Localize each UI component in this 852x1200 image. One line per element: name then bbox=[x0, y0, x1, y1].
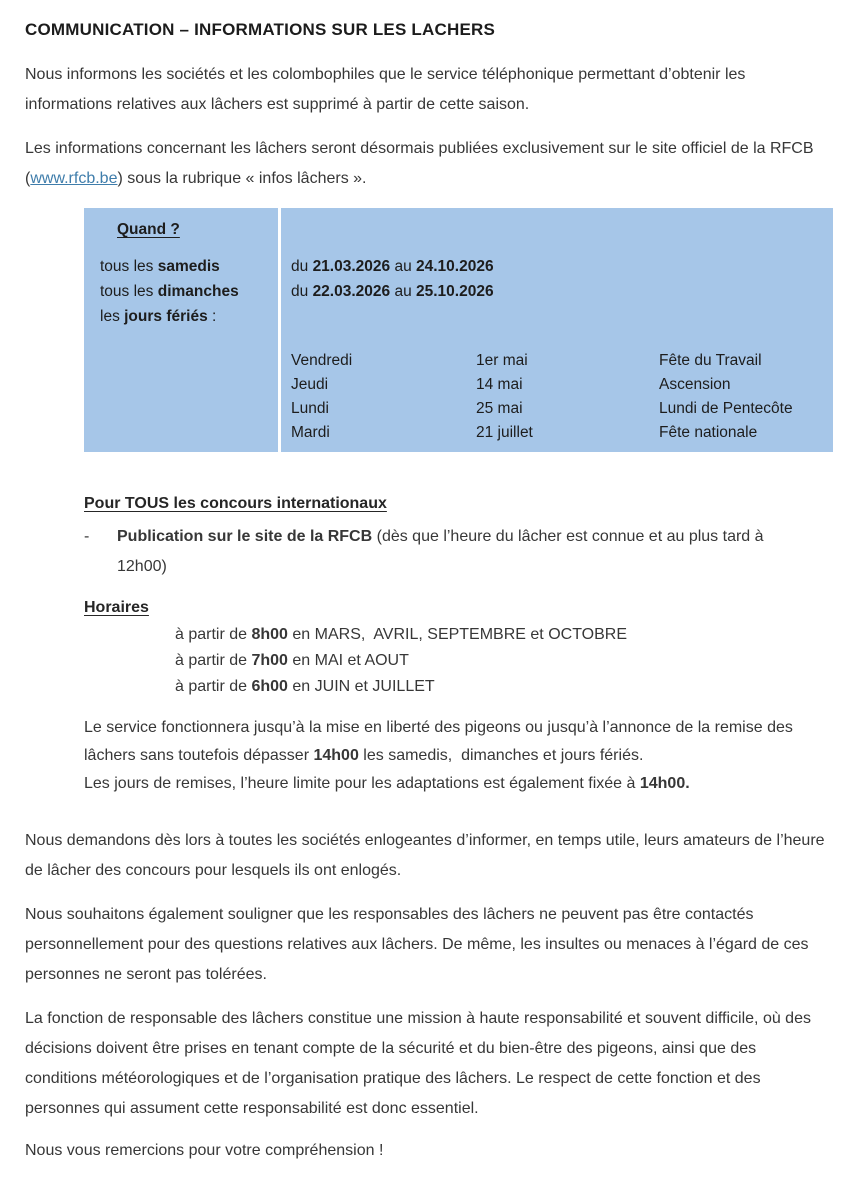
holiday-day: Vendredi bbox=[291, 352, 353, 369]
bold-text: 21.03.2026 bbox=[312, 258, 391, 275]
holiday-date: 14 mai bbox=[476, 376, 523, 393]
holiday-day: Lundi bbox=[291, 400, 329, 417]
thanks-line: Nous vous remercions pour votre compréhension ! bbox=[25, 1142, 384, 1159]
bold-text: dimanches bbox=[157, 283, 239, 300]
closing-paragraph-1: Nous demandons dès lors à toutes les sociétés enlogeantes d’informer, en temps utile, leurs amateurs de l’heure de lâcher des concours pour lesquels ils ont enlogés. bbox=[25, 832, 830, 879]
horaires-line-2: à partir de 7h00 en MAI et AOUT bbox=[175, 652, 409, 669]
holiday-name: Lundi de Pentecôte bbox=[659, 400, 793, 417]
date-range-sundays: du 22.03.2026 au 25.10.2026 bbox=[291, 283, 494, 300]
holiday-day: Mardi bbox=[291, 424, 330, 441]
schedule-table bbox=[84, 208, 833, 452]
horaires-line-1: à partir de 8h00 en MARS, AVRIL, SEPTEMBRE et OCTOBRE bbox=[175, 626, 628, 643]
bullet-dash: - bbox=[84, 528, 90, 545]
date-range-saturdays: du 21.03.2026 au 24.10.2026 bbox=[291, 258, 494, 275]
intro-paragraph-1: Nous informons les sociétés et les colombophiles que le service téléphonique permettant d’obtenir les informations relatives aux lâchers est supprimé à partir de cette saison. bbox=[25, 66, 750, 113]
horaires-heading: Horaires bbox=[84, 599, 149, 616]
holiday-day: Jeudi bbox=[291, 376, 329, 393]
holiday-name: Ascension bbox=[659, 376, 731, 393]
bold-text: 24.10.2026 bbox=[416, 258, 494, 275]
holiday-list bbox=[291, 349, 833, 445]
rfcb-website-link[interactable]: www.rfcb.be bbox=[30, 170, 118, 187]
service-note bbox=[84, 714, 796, 798]
holiday-date: 21 juillet bbox=[476, 424, 533, 441]
horaires-line-3: à partir de 6h00 en JUIN et JUILLET bbox=[175, 678, 435, 695]
spacer bbox=[291, 217, 833, 254]
when-row-saturdays: tous les samedis bbox=[100, 258, 220, 275]
international-heading: Pour TOUS les concours internationaux bbox=[84, 495, 387, 512]
bold-text: 6h00 bbox=[251, 678, 288, 695]
page-title: COMMUNICATION – INFORMATIONS SUR LES LACHERS bbox=[25, 20, 495, 39]
bold-text: 25.10.2026 bbox=[416, 283, 494, 300]
intro-paragraph-2: Les informations concernant les lâchers seront désormais publiées exclusivement sur le site officiel de la RFCB (www.rfcb.be) sous la rubrique « infos lâchers ». bbox=[25, 140, 818, 187]
spacer bbox=[291, 304, 833, 349]
bold-text: 22.03.2026 bbox=[312, 283, 391, 300]
service-note-line-2: Les jours de remises, l’heure limite pour les adaptations est également fixée à 14h00. bbox=[84, 775, 690, 792]
bold-text: 14h00 bbox=[313, 747, 359, 764]
when-row-sundays: tous les dimanches bbox=[100, 283, 239, 300]
when-row-holidays: les jours fériés : bbox=[100, 308, 217, 325]
service-note-line-1: Le service fonctionnera jusqu’à la mise en liberté des pigeons ou jusqu’à l’annonce de la remise des lâchers sans toutefois dépasser 14h00 les samedis, dimanches et jours fériés. bbox=[84, 719, 798, 764]
schedule-when-heading: Quand ? bbox=[117, 221, 180, 238]
international-bullet-text: Publication sur le site de la RFCB (dès que l’heure du lâcher est connue et au plus tard à 12h00) bbox=[117, 528, 768, 575]
holiday-name: Fête du Travail bbox=[659, 352, 762, 369]
bold-text: samedis bbox=[157, 258, 220, 275]
bold-text: 7h00 bbox=[251, 652, 288, 669]
holiday-date: 25 mai bbox=[476, 400, 523, 417]
holiday-date: 1er mai bbox=[476, 352, 528, 369]
international-bullet bbox=[84, 522, 789, 582]
spacer bbox=[100, 242, 278, 254]
schedule-table-right-cell bbox=[281, 208, 833, 452]
bold-text: 8h00 bbox=[251, 626, 288, 643]
holiday-name: Fête nationale bbox=[659, 424, 758, 441]
schedule-table-left-cell bbox=[84, 208, 281, 452]
bold-text: 14h00. bbox=[639, 775, 690, 792]
closing-paragraph-3: La fonction de responsable des lâchers constitue une mission à haute responsabilité et souvent difficile, où des décisions doivent être prises en tenant compte de la sécurité et du bien-être des pigeons, ainsi que des conditions météorologiques et de l’organisation pratique des lâchers. Le respect de cette fonction et des personnes qui assument cette responsabilité est donc essentiel. bbox=[25, 1010, 816, 1117]
closing-paragraph-2: Nous souhaitons également souligner que les responsables des lâchers ne peuvent pas être contactés personnellement pour des questions relatives aux lâchers. De même, les insultes ou menaces à l’égard de ces personnes ne seront pas tolérées. bbox=[25, 906, 813, 983]
bold-text: jours fériés bbox=[124, 308, 208, 325]
bold-text: Publication sur le site de la RFCB bbox=[117, 528, 377, 545]
